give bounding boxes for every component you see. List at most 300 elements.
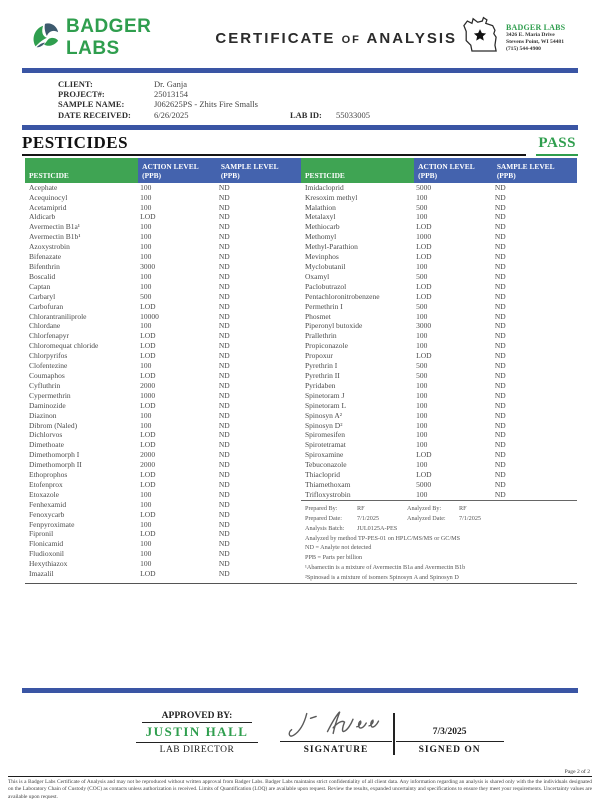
action-level-value: LOD — [416, 351, 432, 361]
pesticide-name: Diazinon — [29, 410, 57, 420]
pesticide-name: Kresoxim methyl — [305, 192, 358, 202]
pesticide-name: Imazalil — [29, 569, 54, 579]
action-level-value: LOD — [140, 479, 156, 489]
approval-divider — [393, 713, 395, 755]
pesticide-name: Etoxazole — [29, 489, 59, 499]
table-row — [301, 480, 577, 490]
page-footer — [8, 769, 592, 801]
prepared-date-label: Prepared Date: — [305, 514, 342, 522]
pesticide-name: Methyl-Parathion — [305, 242, 358, 252]
pesticide-name: Methomyl — [305, 232, 337, 242]
table-row — [25, 391, 301, 401]
action-level-value: 100 — [416, 420, 428, 430]
table-row — [301, 361, 577, 371]
action-level-value: 100 — [416, 212, 428, 222]
table-row — [25, 292, 301, 302]
action-level-value: 100 — [140, 232, 152, 242]
action-level-value: 100 — [140, 202, 152, 212]
pesticide-name: Malathion — [305, 202, 336, 212]
lab-address-line2: Stevens Point, WI 54481 — [506, 38, 565, 45]
pesticide-name: Avermectin B1b¹ — [29, 232, 81, 242]
pesticide-name: Dichlorvos — [29, 430, 63, 440]
table-row — [25, 282, 301, 292]
action-level-value: 100 — [140, 559, 152, 569]
sample-level-value: ND — [218, 559, 230, 569]
pesticide-name: Propoxur — [305, 351, 333, 361]
action-level-value: LOD — [140, 331, 156, 341]
pesticide-name: Chlordane — [29, 321, 61, 331]
table-row — [25, 569, 301, 579]
logo-wordmark: BADGER LABS — [66, 16, 152, 59]
analyzed-by-label: Analyzed By: — [407, 504, 442, 512]
sample-level-value: ND — [218, 390, 230, 400]
pesticide-name: Boscalid — [29, 271, 56, 281]
signed-on-column — [396, 727, 504, 755]
sample-level-value: ND — [218, 232, 230, 242]
pesticide-name: Spinosyn D² — [305, 420, 343, 430]
table-row — [25, 331, 301, 341]
divider-bar-client — [22, 125, 578, 130]
pesticide-name: Imidacloprid — [305, 182, 344, 192]
prepared-date-value: 7/1/2025 — [357, 514, 380, 522]
sample-level-value: ND — [494, 262, 506, 271]
sample-level-value: ND — [218, 549, 230, 559]
pesticide-name: Dimethomorph II — [29, 460, 82, 470]
signature-label: SIGNATURE — [280, 741, 392, 755]
action-level-value: 100 — [416, 192, 428, 202]
table-row — [25, 193, 301, 203]
pesticide-name: Metalaxyl — [305, 212, 336, 222]
sample-level-value: ND — [494, 351, 506, 361]
approver-title: LAB DIRECTOR — [159, 745, 235, 756]
pesticide-name: Dimethoate — [29, 440, 64, 450]
sample-level-value: ND — [218, 509, 230, 519]
date-received-label: DATE RECEIVED: — [58, 109, 131, 120]
pesticide-column-header: PESTICIDE — [25, 158, 138, 183]
table-row — [25, 500, 301, 510]
table-row — [301, 232, 577, 242]
pesticide-name: Chloromequat chloride — [29, 341, 99, 351]
sample-level-value: ND — [218, 242, 230, 252]
sample-level-value: ND — [494, 212, 506, 222]
table-row — [25, 529, 301, 539]
sample-level-value: ND — [218, 380, 230, 390]
pesticide-name: Chlorpyrifos — [29, 351, 68, 361]
sample-level-value: ND — [218, 212, 230, 222]
sample-level-value: ND — [218, 499, 230, 509]
table-row — [25, 321, 301, 331]
signature-column — [280, 705, 392, 755]
pesticide-name: Propiconazole — [305, 341, 348, 351]
action-level-line2: (PPB) — [142, 170, 162, 180]
table-row — [25, 440, 301, 450]
action-level-value: 100 — [416, 460, 428, 470]
sample-level-value: ND — [494, 470, 506, 480]
table-row — [25, 470, 301, 480]
sample-level-value: ND — [494, 291, 506, 301]
action-level-value: LOD — [416, 281, 432, 291]
pesticide-name: Avermectin B1a¹ — [29, 222, 81, 232]
action-level-value: 5000 — [416, 479, 432, 489]
action-level-value: 500 — [416, 370, 428, 380]
sample-level-line1: SAMPLE LEVEL — [220, 162, 279, 171]
sample-level-value: ND — [494, 370, 506, 380]
action-level-value: 100 — [416, 489, 428, 499]
approver-name: JUSTIN HALL — [136, 723, 258, 743]
table-row — [301, 183, 577, 193]
title-of: OF — [341, 33, 361, 46]
action-level-value: 100 — [416, 262, 428, 271]
signed-on-label: SIGNED ON — [396, 741, 504, 755]
sample-level-value: ND — [494, 331, 506, 341]
action-level-value: LOD — [416, 450, 432, 460]
sample-level-value: ND — [494, 400, 506, 410]
sample-level-value: ND — [494, 192, 506, 202]
sample-level-value: ND — [218, 301, 230, 311]
sample-level-value: ND — [218, 321, 230, 331]
pesticide-name: Chlorfenapyr — [29, 331, 69, 341]
lab-address-card — [457, 13, 578, 64]
sample-level-value: ND — [218, 252, 230, 262]
pesticide-name: Oxamyl — [305, 271, 330, 281]
action-level-value: LOD — [140, 430, 156, 440]
lab-phone: (715) 544-4900 — [506, 46, 541, 53]
pesticide-name: Chlorantraniliprole — [29, 311, 87, 321]
pesticides-table-left — [25, 158, 301, 583]
action-level-value: 10000 — [140, 311, 159, 321]
pesticide-name: Dimethomorph I — [29, 450, 80, 460]
table-row — [25, 480, 301, 490]
table-row — [25, 351, 301, 361]
sample-level-value: ND — [218, 400, 230, 410]
analysis-batch-value: JUL0125A-PES — [357, 524, 398, 532]
pesticide-name: Captan — [29, 281, 51, 291]
table-row — [301, 391, 577, 401]
action-level-value: 100 — [416, 430, 428, 440]
table-row — [25, 401, 301, 411]
table-row — [301, 193, 577, 203]
table-row — [301, 341, 577, 351]
client-info-row — [58, 89, 580, 99]
section-title: PESTICIDES — [22, 132, 129, 152]
divider-bar-bottom — [22, 688, 578, 693]
action-level-value: 100 — [140, 271, 152, 281]
sample-level-value: ND — [218, 202, 230, 212]
sample-level-value: ND — [218, 192, 230, 202]
pesticide-name: Mevinphos — [305, 252, 339, 262]
table-row — [301, 212, 577, 222]
action-level-value: LOD — [140, 470, 156, 480]
pesticide-name: Ethoprophos — [29, 470, 68, 480]
sample-level-value: ND — [494, 321, 506, 331]
pesticide-name: Thiacloprid — [305, 470, 340, 480]
sample-level-line1: SAMPLE LEVEL — [496, 162, 555, 171]
sample-level-value: ND — [494, 489, 506, 499]
pesticide-name: Spinosyn A² — [305, 410, 343, 420]
table-row — [25, 421, 301, 431]
action-level-value: 500 — [416, 271, 428, 281]
action-level-value: 100 — [140, 242, 152, 252]
pesticide-name: Cyfluthrin — [29, 380, 61, 390]
pesticide-name: Thiamethoxam — [305, 479, 351, 489]
analyzed-date-value: 7/1/2025 — [459, 514, 482, 522]
action-level-value: 500 — [416, 301, 428, 311]
sample-level-value: ND — [494, 222, 506, 232]
pesticide-name: Aldicarb — [29, 212, 56, 222]
lab-address-line1: 3426 E. Maria Drive — [506, 31, 555, 38]
pesticide-name: Pyridaben — [305, 380, 336, 390]
pesticide-name: Tebuconazole — [305, 460, 347, 470]
action-level-value: 100 — [416, 331, 428, 341]
action-level-value: 100 — [140, 252, 152, 262]
sample-level-column-header — [217, 158, 301, 183]
table-row — [301, 321, 577, 331]
sample-level-value: ND — [494, 301, 506, 311]
sample-level-value: ND — [218, 539, 230, 549]
action-level-column-header — [414, 158, 493, 183]
action-level-value: LOD — [416, 252, 432, 262]
client-info-row — [58, 99, 580, 109]
badger-labs-logo — [30, 16, 209, 60]
client-info-label: PROJECT#: — [58, 89, 105, 100]
action-level-value: 5000 — [416, 182, 432, 192]
client-info-value: Dr. Ganja — [154, 79, 188, 89]
table-row — [25, 381, 301, 391]
disclaimer-text: This is a Badger Labs Certificate of Analysis and may not be reproduced without written approval from Badger Labs. Badger Labs maintains strict confidentiality of all client data. Any information regarding an analysis is shared only with the the individuals designated on the Laboratory Chain of Custody (COC) as contacts unless authorization is received. Limits of Quantification (LOQ) are available upon request. Review the results, expanded uncertainty and specifications to ensure they meet your requirements. Uncertainty values are available upon request. — [8, 778, 592, 800]
table-row — [25, 361, 301, 371]
action-level-value: 100 — [140, 281, 152, 291]
table-row — [301, 292, 577, 302]
action-level-line1: ACTION LEVEL — [142, 162, 199, 171]
table-row — [25, 411, 301, 421]
table-row — [25, 232, 301, 242]
pesticide-name: Etofenprox — [29, 479, 63, 489]
pesticide-name: Spirotetramat — [305, 440, 346, 450]
action-level-value: LOD — [416, 470, 432, 480]
table-row — [301, 430, 577, 440]
sample-level-value: ND — [494, 271, 506, 281]
table-row — [25, 510, 301, 520]
pass-badge: PASS — [536, 135, 578, 156]
table-row — [301, 470, 577, 480]
table-row — [25, 450, 301, 460]
sample-level-value: ND — [218, 222, 230, 232]
prepared-by-label: Prepared By: — [305, 504, 338, 512]
sample-level-value: ND — [218, 311, 230, 321]
sample-level-value: ND — [218, 410, 230, 420]
date-received-value: 6/26/2025 — [154, 109, 189, 120]
action-level-value: 2000 — [140, 450, 156, 460]
pesticides-table-right — [301, 158, 577, 583]
client-info-date-row — [58, 110, 580, 120]
approved-by-column — [136, 711, 258, 755]
action-level-value: 3000 — [140, 262, 156, 271]
table-row — [301, 262, 577, 272]
action-level-value: 100 — [140, 410, 152, 420]
table-row — [25, 341, 301, 351]
table-row — [301, 252, 577, 262]
action-level-value: 100 — [416, 341, 428, 351]
action-level-value: LOD — [140, 212, 156, 222]
sample-level-value: ND — [494, 460, 506, 470]
table-row — [25, 549, 301, 559]
action-level-value: 100 — [140, 519, 152, 529]
pesticide-name: Fenpyroximate — [29, 519, 75, 529]
action-level-value: 100 — [416, 311, 428, 321]
sample-level-value: ND — [218, 440, 230, 450]
pesticide-name: Daminozide — [29, 400, 66, 410]
sample-level-value: ND — [494, 450, 506, 460]
signature-image — [280, 705, 392, 741]
sample-level-value: ND — [218, 331, 230, 341]
sample-level-value: ND — [218, 479, 230, 489]
action-level-value: 100 — [140, 489, 152, 499]
table-row — [25, 262, 301, 272]
action-level-value: LOD — [140, 370, 156, 380]
client-info-value: 25013154 — [154, 89, 188, 100]
action-level-value: 100 — [140, 549, 152, 559]
pesticide-name: Cypermethrin — [29, 390, 71, 400]
pesticide-name: Coumaphos — [29, 370, 65, 380]
pesticide-name: Acephate — [29, 182, 58, 192]
table-row — [25, 272, 301, 282]
pesticide-name: Spiroxamine — [305, 450, 344, 460]
table-row — [301, 440, 577, 450]
action-level-value: 100 — [140, 222, 152, 232]
action-level-value: 100 — [140, 192, 152, 202]
section-title-underline — [22, 133, 526, 156]
badger-leaf-logo-icon — [30, 21, 60, 56]
table-row — [25, 203, 301, 213]
sample-level-value: ND — [494, 361, 506, 371]
table-row — [25, 242, 301, 252]
sample-level-value: ND — [494, 242, 506, 252]
analysis-notes — [305, 534, 571, 584]
analysis-note-line: PPB = Parts per billion — [305, 554, 363, 562]
pesticide-name: Azoxystrobin — [29, 242, 70, 252]
table-row — [301, 371, 577, 381]
analyzed-by-value: RF — [459, 504, 467, 512]
sample-level-value: ND — [494, 182, 506, 192]
pesticide-name: Bifenazate — [29, 252, 62, 262]
sample-level-value: ND — [218, 529, 230, 539]
pesticide-name: Flonicamid — [29, 539, 64, 549]
pesticide-name: Fenoxycarb — [29, 509, 65, 519]
sample-level-value: ND — [218, 460, 230, 470]
sample-level-value: ND — [494, 390, 506, 400]
sample-level-value: ND — [218, 470, 230, 480]
table-row — [301, 490, 577, 500]
document-header — [20, 12, 580, 64]
lab-id-label: LAB ID: — [290, 109, 322, 120]
action-level-value: 500 — [140, 291, 152, 301]
action-level-column-header — [138, 158, 217, 183]
action-level-value: 1000 — [416, 232, 432, 242]
sample-level-value: ND — [494, 252, 506, 262]
pesticide-name: Fipronil — [29, 529, 54, 539]
client-info-label: SAMPLE NAME: — [58, 99, 125, 110]
action-level-value: LOD — [140, 529, 156, 539]
footer-rule — [8, 776, 592, 777]
client-info-value: J062625PS - Zhits Fire Smalls — [154, 99, 258, 110]
wisconsin-map-icon — [457, 13, 503, 64]
table-row — [301, 242, 577, 252]
analysis-note-line: ²Spinosad is a mixture of isomers Spinosyn A and Spinosyn D — [305, 574, 459, 582]
pesticide-name: Trifloxystrobin — [305, 489, 351, 499]
action-level-value: 2000 — [140, 380, 156, 390]
sample-level-value: ND — [218, 361, 230, 371]
table-row — [301, 272, 577, 282]
pesticide-name: Bifenthrin — [29, 262, 60, 271]
action-level-value: 100 — [416, 400, 428, 410]
sample-level-value: ND — [218, 569, 230, 579]
action-level-value: LOD — [416, 291, 432, 301]
action-level-value: 3000 — [416, 321, 432, 331]
pesticide-name: Piperonyl butoxide — [305, 321, 363, 331]
action-level-value: 100 — [416, 390, 428, 400]
action-level-value: 100 — [140, 361, 152, 371]
pesticide-name: Pyrethrin II — [305, 370, 340, 380]
pesticide-name: Permethrin I — [305, 301, 343, 311]
sample-level-value: ND — [218, 262, 230, 271]
pesticide-name: Prallethrin — [305, 331, 337, 341]
approved-by-label: APPROVED BY: — [142, 711, 252, 723]
table-row — [25, 222, 301, 232]
sample-level-value: ND — [218, 420, 230, 430]
action-level-value: 100 — [416, 410, 428, 420]
table-row — [301, 460, 577, 470]
table-row — [301, 421, 577, 431]
pesticide-name: Acequinocyl — [29, 192, 68, 202]
table-row — [25, 539, 301, 549]
sample-level-value: ND — [218, 519, 230, 529]
sample-level-value: ND — [494, 479, 506, 489]
client-info-block — [58, 79, 580, 110]
sample-level-value: ND — [494, 410, 506, 420]
approval-block — [136, 705, 580, 755]
action-level-value: 100 — [416, 380, 428, 390]
sample-level-value: ND — [494, 430, 506, 440]
action-level-value: LOD — [140, 509, 156, 519]
sample-level-line2: (PPB) — [496, 170, 516, 180]
section-header — [22, 133, 578, 156]
signed-date: 7/3/2025 — [432, 727, 467, 738]
action-level-line2: (PPB) — [418, 170, 438, 180]
title-analysis: ANALYSIS — [366, 29, 457, 47]
table-row — [25, 183, 301, 193]
pesticides-table — [25, 158, 577, 584]
table-row — [301, 203, 577, 213]
analysis-note-line: ND = Analyte not detected — [305, 544, 372, 552]
action-level-line1: ACTION LEVEL — [418, 162, 475, 171]
action-level-value: LOD — [416, 242, 432, 252]
pesticide-name: Pentachloronitrobenzene — [305, 291, 380, 301]
sample-level-value: ND — [218, 271, 230, 281]
action-level-value: LOD — [140, 569, 156, 579]
table-row — [25, 371, 301, 381]
table-row — [301, 381, 577, 391]
sample-level-value: ND — [218, 430, 230, 440]
analysis-note-line: Analyzed by method TP-PES-01 on HPLC/MS/MS or GC/MS — [305, 534, 461, 542]
sample-level-value: ND — [218, 351, 230, 361]
action-level-value: 500 — [416, 361, 428, 371]
pesticide-name: Spinetoram J — [305, 390, 345, 400]
sample-level-value: ND — [494, 440, 506, 450]
table-row — [25, 520, 301, 530]
pesticide-column-header: PESTICIDE — [301, 158, 414, 183]
lab-address-text — [506, 23, 578, 54]
table-row — [25, 460, 301, 470]
